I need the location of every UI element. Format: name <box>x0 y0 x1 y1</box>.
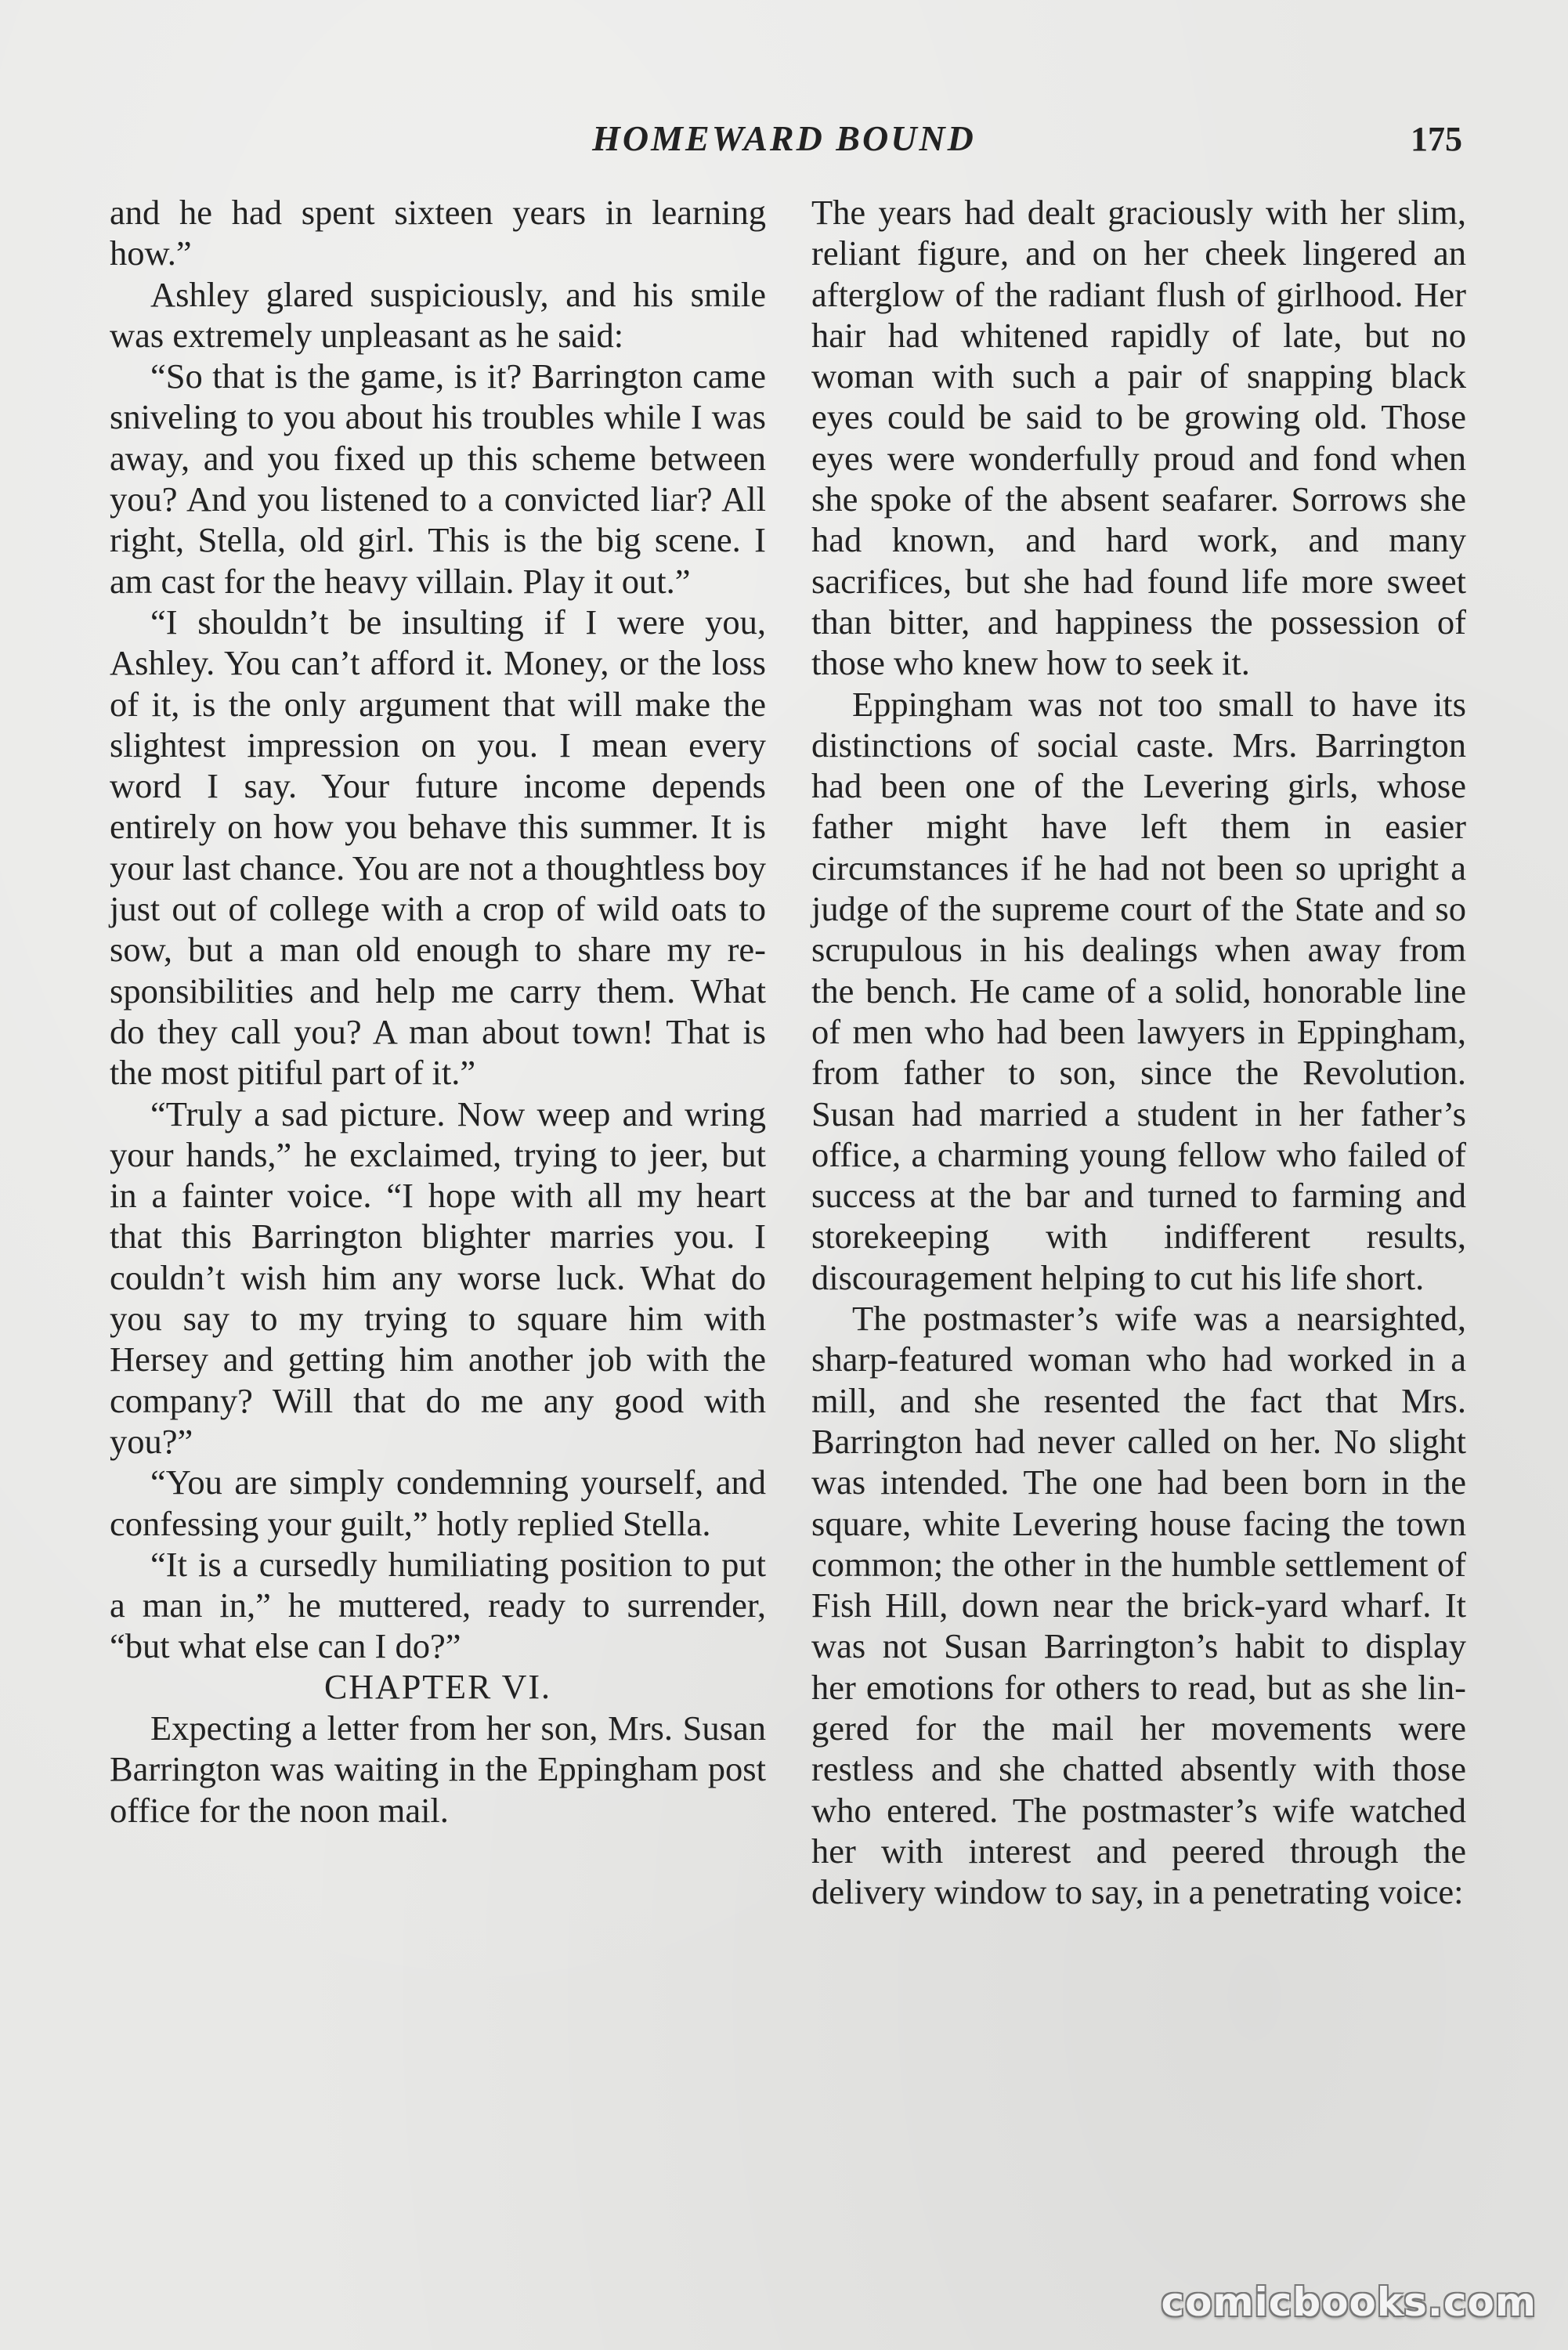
paragraph: Ashley glared suspiciously, and his smile was extremely unpleasant as he said: <box>110 274 766 355</box>
paragraph: “I shouldn’t be insulting if I were you, Ashley. You can’t afford it. Money, or the loss of it, is the only argument that will make the slightest impression on you. I mean every word I say. Your future income depends entirely on how you behave this summer. It is your last chance. You are not a thoughtless boy just out of college with a crop of wild oats to sow, but a man old enough to share my responsibilities and help me carry them. What do they call you? A man about town! That is the most pitiful part of it.” <box>110 602 766 1093</box>
right-column <box>811 192 1466 1912</box>
paragraph: “It is a cursedly humiliating position to put a man in,” he muttered, ready to surrender, “but what else can I do?” <box>110 1544 766 1666</box>
page-number: 175 <box>1411 120 1462 158</box>
paragraph: and he had spent sixteen years in learning how.” <box>110 193 766 273</box>
paragraph: Eppingham was not too small to have its distinctions of social caste. Mrs. Barrington had been one of the Levering girls, whose father might have left them in easier circumstances if he had not been so upright a judge of the supreme court of the State and so scrupulous in his dealings when away from the bench. He came of a solid, honorable line of men who had been lawyers in Eppingham, from father to son, since the Revolution. Susan had married a student in her father’s office, a charming young fellow who failed of success at the bar and turned to farming and storekeeping with indifferent results, discouragement helping to cut his life short. <box>811 684 1466 1297</box>
left-column <box>110 192 766 1831</box>
paragraph: “So that is the game, is it? Barrington came sniveling to you about his troubles while I was away, and you fixed up this scheme between you? And you listened to a convicted liar? All right, Stella, old girl. This is the big scene. I am cast for the heavy villain. Play it out.” <box>110 356 766 601</box>
chapter-heading: CHAPTER VI. <box>323 1667 552 1706</box>
paragraph: The postmaster’s wife was a nearsighted, sharp-featured woman who had worked in a mill, and she resented the fact that Mrs. Barrington had never called on her. No slight was intended. The one had been born in the square, white Levering house facing the town common; the other in the humble settlement of Fish Hill, down near the brick-yard wharf. It was not Susan Barrington’s habit to display her emotions for others to read, but as she lingered for the mail her movements were restless and she chatted absently with those who entered. The postmaster’s wife watched her with interest and peered through the delivery window to say, in a penetrating voice: <box>811 1299 1466 1912</box>
page-header <box>0 118 1568 164</box>
watermark: comicbooks.com <box>1161 2280 1537 2325</box>
running-title: HOMEWARD BOUND <box>592 118 976 158</box>
paragraph: Expecting a letter from her son, Mrs. Susan Barrington was waiting in the Eppingham post office for the noon mail. <box>110 1708 766 1830</box>
paragraph: “Truly a sad picture. Now weep and wring your hands,” he exclaimed, trying to jeer, but in a fainter voice. “I hope with all my heart that this Barrington blighter marries you. I couldn’t wish him any worse luck. What do you say to my trying to square him with Hersey and getting him another job with the company? Will that do me any good with you?” <box>110 1094 766 1461</box>
paragraph: “You are simply condemning yourself, and confessing your guilt,” hotly replied Stella. <box>110 1462 766 1543</box>
paragraph: The years had dealt graciously with her slim, reliant figure, and on her cheek lingered an afterglow of the radiant flush of girlhood. Her hair had whitened rapidly of late, but no woman with such a pair of snapping black eyes could be said to be growing old. Those eyes were wonderfully proud and fond when she spoke of the absent seafarer. Sorrows she had known, and hard work, and many sacrifices, but she had found life more sweet than bitter, and happiness the possession of those who knew how to seek it. <box>811 193 1466 683</box>
